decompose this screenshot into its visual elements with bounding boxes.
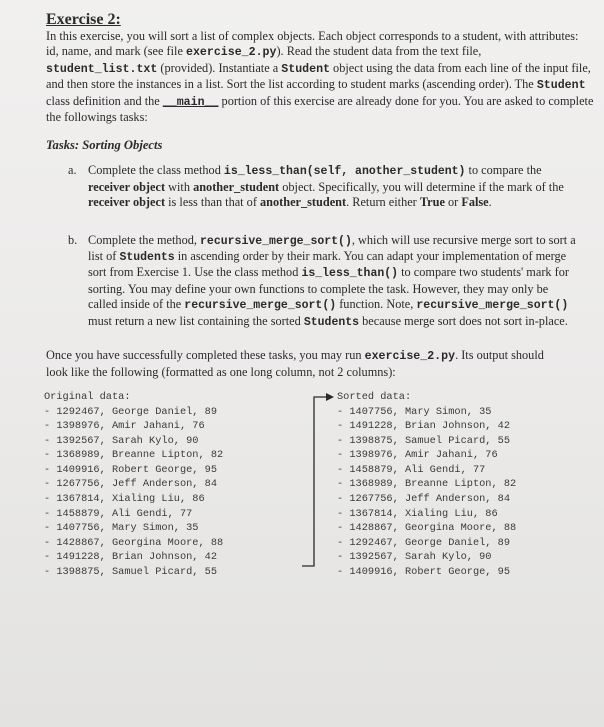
task-text: is less than that of bbox=[165, 195, 260, 210]
sorted-data-row: - 1428867, Georgina Moore, 88 bbox=[337, 522, 517, 535]
tasks-heading: Tasks: Sorting Objects bbox=[46, 138, 163, 153]
task-code: Students bbox=[119, 251, 175, 265]
original-data-row: - 1491228, Brian Johnson, 42 bbox=[44, 551, 218, 564]
task-bold: receiver object bbox=[88, 179, 166, 194]
intro-code-class: Student bbox=[536, 79, 586, 93]
original-data-row: - 1409916, Robert George, 95 bbox=[44, 463, 218, 476]
intro-code-file: exercise_2.py bbox=[186, 46, 277, 60]
original-data-row: - 1428867, Georgina Moore, 88 bbox=[44, 536, 224, 549]
output-intro-paragraph bbox=[46, 348, 566, 380]
task-text: function. Note, bbox=[336, 297, 417, 312]
task-text: to compare the bbox=[465, 163, 542, 178]
sorted-data-rows bbox=[337, 405, 567, 580]
original-data-row: - 1398976, Amir Jahani, 76 bbox=[44, 420, 205, 433]
intro-text: portion of this exercise are already done for you. You are asked to complete the followings tasks: bbox=[46, 93, 594, 125]
task-text: , which will use recursive merge sort to sort a list of bbox=[88, 232, 576, 264]
intro-text: class definition and the bbox=[46, 93, 163, 108]
task-text: . bbox=[488, 195, 492, 210]
task-text: with bbox=[165, 179, 194, 194]
original-data-rows bbox=[44, 405, 294, 580]
exercise-title: Exercise 2: bbox=[46, 11, 121, 28]
task-b bbox=[68, 232, 576, 330]
original-data-header: Original data: bbox=[44, 390, 131, 403]
task-label: b. bbox=[68, 232, 78, 247]
intro-code-class: Student bbox=[281, 62, 330, 76]
sorted-data-column bbox=[337, 390, 567, 580]
sorted-data-header: Sorted data: bbox=[337, 390, 412, 403]
intro-text: In this exercise, you will sort a list of complex objects. Each object corresponds to a student, with attributes: id, name, and mark (see file bbox=[46, 29, 579, 59]
task-text: to compare two students' mark for sorting. You may define your own functions to complete the task. However, they may only be called inside of the bbox=[88, 265, 569, 312]
intro-text: (provided). Instantiate a bbox=[157, 60, 282, 75]
original-data-row: - 1292467, George Daniel, 89 bbox=[44, 405, 218, 418]
sorted-data-row: - 1267756, Jeff Anderson, 84 bbox=[337, 493, 511, 506]
intro-text: object using the data from each line of the input file, and then store the instances in a list. Sort the list according to student marks (ascending order). The bbox=[46, 60, 591, 92]
original-data-column bbox=[44, 390, 294, 580]
task-code: is_less_than() bbox=[301, 267, 399, 281]
sorted-data-row: - 1292467, George Daniel, 89 bbox=[337, 536, 511, 549]
sorted-data-row: - 1398875, Samuel Picard, 55 bbox=[337, 434, 511, 447]
sorted-data-row: - 1398976, Amir Jahani, 76 bbox=[337, 449, 498, 462]
original-data-row: - 1368989, Breanne Lipton, 82 bbox=[44, 449, 224, 462]
original-data-row: - 1392567, Sarah Kylo, 90 bbox=[44, 434, 199, 447]
task-text: in ascending order by their mark. You can adapt your implementation of merge sort from Exercise 1. Use the class method bbox=[88, 249, 567, 280]
sample-output bbox=[44, 390, 566, 596]
task-bold: another_student bbox=[260, 195, 347, 210]
sorted-data-row: - 1407756, Mary Simon, 35 bbox=[337, 405, 492, 418]
task-text: Complete the class method bbox=[88, 163, 224, 178]
intro-text: ). Read the student data from the text file, bbox=[276, 44, 482, 59]
sorted-data-row: - 1392567, Sarah Kylo, 90 bbox=[337, 551, 492, 564]
task-code: recursive_merge_sort() bbox=[184, 299, 337, 313]
task-bold: True bbox=[419, 195, 445, 210]
task-code: is_less_than(self, another_student) bbox=[223, 165, 466, 179]
task-text: . Return either bbox=[346, 195, 420, 210]
sorted-data-row: - 1368989, Breanne Lipton, 82 bbox=[337, 478, 517, 491]
sorted-data-row: - 1409916, Robert George, 95 bbox=[337, 566, 511, 579]
original-data-row: - 1267756, Jeff Anderson, 84 bbox=[44, 478, 218, 491]
task-text: must return a new list containing the sorted bbox=[88, 313, 304, 328]
task-a bbox=[68, 163, 578, 210]
document-content bbox=[46, 10, 594, 596]
task-bold: receiver object bbox=[88, 195, 166, 210]
original-data-row: - 1458879, Ali Gendi, 77 bbox=[44, 507, 193, 520]
after-code: exercise_2.py bbox=[364, 350, 456, 364]
task-code: recursive_merge_sort() bbox=[200, 234, 352, 248]
intro-code-main: __main__ bbox=[162, 95, 219, 109]
task-text: or bbox=[444, 195, 462, 210]
continuation-arrow bbox=[272, 390, 334, 568]
task-text: Complete the method, bbox=[88, 232, 201, 247]
task-text: because merge sort does not sort in-place. bbox=[359, 313, 568, 328]
after-text: . Its output should look like the following (formatted as one long column, not 2 columns): bbox=[46, 348, 544, 379]
task-bold: another_student bbox=[193, 179, 280, 194]
original-data-row: - 1407756, Mary Simon, 35 bbox=[44, 522, 199, 535]
task-text: object. Specifically, you will determine if the mark of the bbox=[279, 179, 564, 194]
task-label: a. bbox=[68, 163, 77, 178]
task-bold: False bbox=[461, 195, 489, 210]
task-code: Students bbox=[303, 315, 360, 329]
task-code: recursive_merge_sort() bbox=[416, 299, 569, 313]
original-data-row: - 1398875, Samuel Picard, 55 bbox=[44, 566, 218, 579]
intro-code-file: student_list.txt bbox=[46, 62, 158, 76]
sorted-data-row: - 1367814, Xialing Liu, 86 bbox=[337, 507, 498, 520]
sorted-data-row: - 1458879, Ali Gendi, 77 bbox=[337, 463, 486, 476]
intro-paragraph bbox=[46, 29, 594, 125]
after-text: Once you have successfully completed these tasks, you may run bbox=[46, 348, 365, 363]
sorted-data-row: - 1491228, Brian Johnson, 42 bbox=[337, 420, 511, 433]
original-data-row: - 1367814, Xialing Liu, 86 bbox=[44, 493, 205, 506]
